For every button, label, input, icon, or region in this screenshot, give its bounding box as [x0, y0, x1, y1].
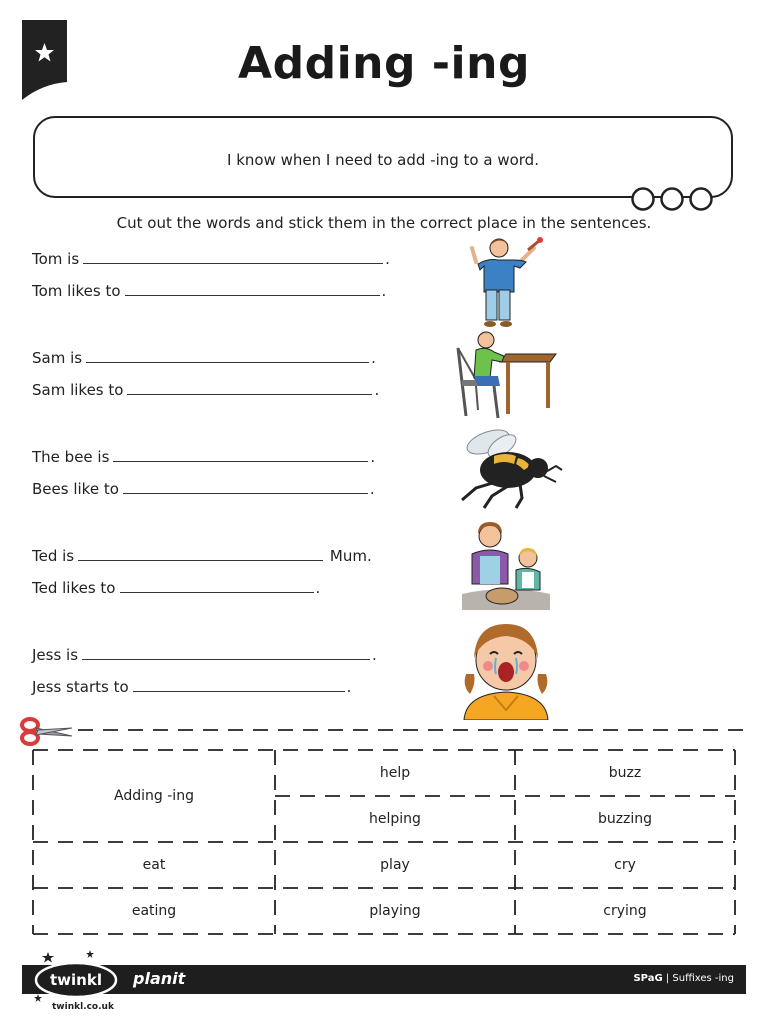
- word-card[interactable]: buzzing: [597, 811, 653, 827]
- page-title: Adding -ing: [238, 38, 530, 89]
- sentence-prefix: Bees like to: [32, 480, 119, 498]
- sentence-suffix: .: [369, 480, 375, 498]
- sentence-line: [32, 645, 377, 665]
- word-card[interactable]: playing: [369, 903, 421, 919]
- sentence-line: [32, 546, 372, 566]
- sentence-suffix: .: [372, 646, 377, 664]
- brand-text: twinkl: [50, 971, 102, 989]
- answer-blank: [127, 380, 372, 395]
- crying-girl-picture: [460, 614, 552, 720]
- sentence-suffix: .: [370, 448, 376, 466]
- sentence-line: [32, 348, 376, 368]
- sentence-prefix: The bee is: [32, 448, 110, 466]
- boy-at-table-picture: [454, 330, 558, 420]
- twinkl-logo-icon: [28, 950, 128, 1010]
- word-card[interactable]: eating: [131, 903, 177, 919]
- planit-label: planit: [133, 969, 186, 988]
- footer-tag-bold: SPaG: [633, 973, 663, 984]
- scissors-icon: [20, 716, 74, 746]
- answer-blank: [120, 578, 314, 593]
- sentence-line: [32, 578, 320, 598]
- sentence-suffix: .: [381, 282, 387, 300]
- word-card[interactable]: buzz: [608, 765, 642, 781]
- word-card[interactable]: cry: [614, 857, 636, 873]
- answer-blank: [125, 281, 380, 296]
- sentence-prefix: Ted likes to: [32, 579, 116, 597]
- word-card[interactable]: helping: [369, 811, 421, 827]
- sentence-suffix: .: [315, 579, 321, 597]
- decorative-circles: [630, 186, 714, 212]
- sentence-suffix: .: [385, 250, 390, 268]
- instruction-text: Cut out the words and stick them in the correct place in the sentences.: [116, 214, 652, 232]
- answer-blank: [83, 249, 383, 264]
- bee-picture: [456, 426, 564, 510]
- footer-tag-rest: | Suffixes -ing: [662, 973, 734, 984]
- sentence-prefix: Sam likes to: [32, 381, 124, 399]
- sentence-line: [32, 479, 375, 499]
- sentence-suffix: .: [371, 349, 376, 367]
- twinkl-url[interactable]: twinkl.co.uk: [52, 1002, 114, 1012]
- answer-blank: [133, 677, 345, 692]
- sentence-prefix: Tom is: [32, 250, 80, 268]
- sentence-prefix: Tom likes to: [32, 282, 121, 300]
- sentence-line: [32, 281, 386, 301]
- sentence-prefix: Sam is: [32, 349, 83, 367]
- answer-blank: [78, 546, 323, 561]
- word-card[interactable]: eat: [142, 857, 166, 873]
- sentence-line: [32, 447, 375, 467]
- sentence-line: [32, 249, 390, 269]
- boy-painting-picture: [468, 234, 548, 332]
- boy-baking-with-mum-picture: [462, 520, 550, 610]
- answer-blank: [113, 447, 368, 462]
- sentence-prefix: Jess is: [32, 646, 79, 664]
- answer-blank: [123, 479, 368, 494]
- word-card[interactable]: crying: [603, 903, 647, 919]
- answer-blank: [86, 348, 369, 363]
- sentence-suffix: .: [374, 381, 380, 399]
- sentence-suffix: .: [346, 678, 352, 696]
- answer-blank: [82, 645, 370, 660]
- sentence-line: [32, 677, 351, 697]
- objective-text: I know when I need to add -ing to a word.: [227, 151, 539, 169]
- sentence-line: [32, 380, 379, 400]
- sentence-suffix: Mum.: [329, 547, 372, 565]
- sentence-prefix: Ted is: [32, 547, 75, 565]
- word-card[interactable]: play: [380, 857, 410, 873]
- footer-subject: [633, 973, 734, 984]
- word-card[interactable]: Adding -ing: [114, 788, 194, 804]
- sentence-prefix: Jess starts to: [32, 678, 129, 696]
- word-card[interactable]: help: [379, 765, 411, 781]
